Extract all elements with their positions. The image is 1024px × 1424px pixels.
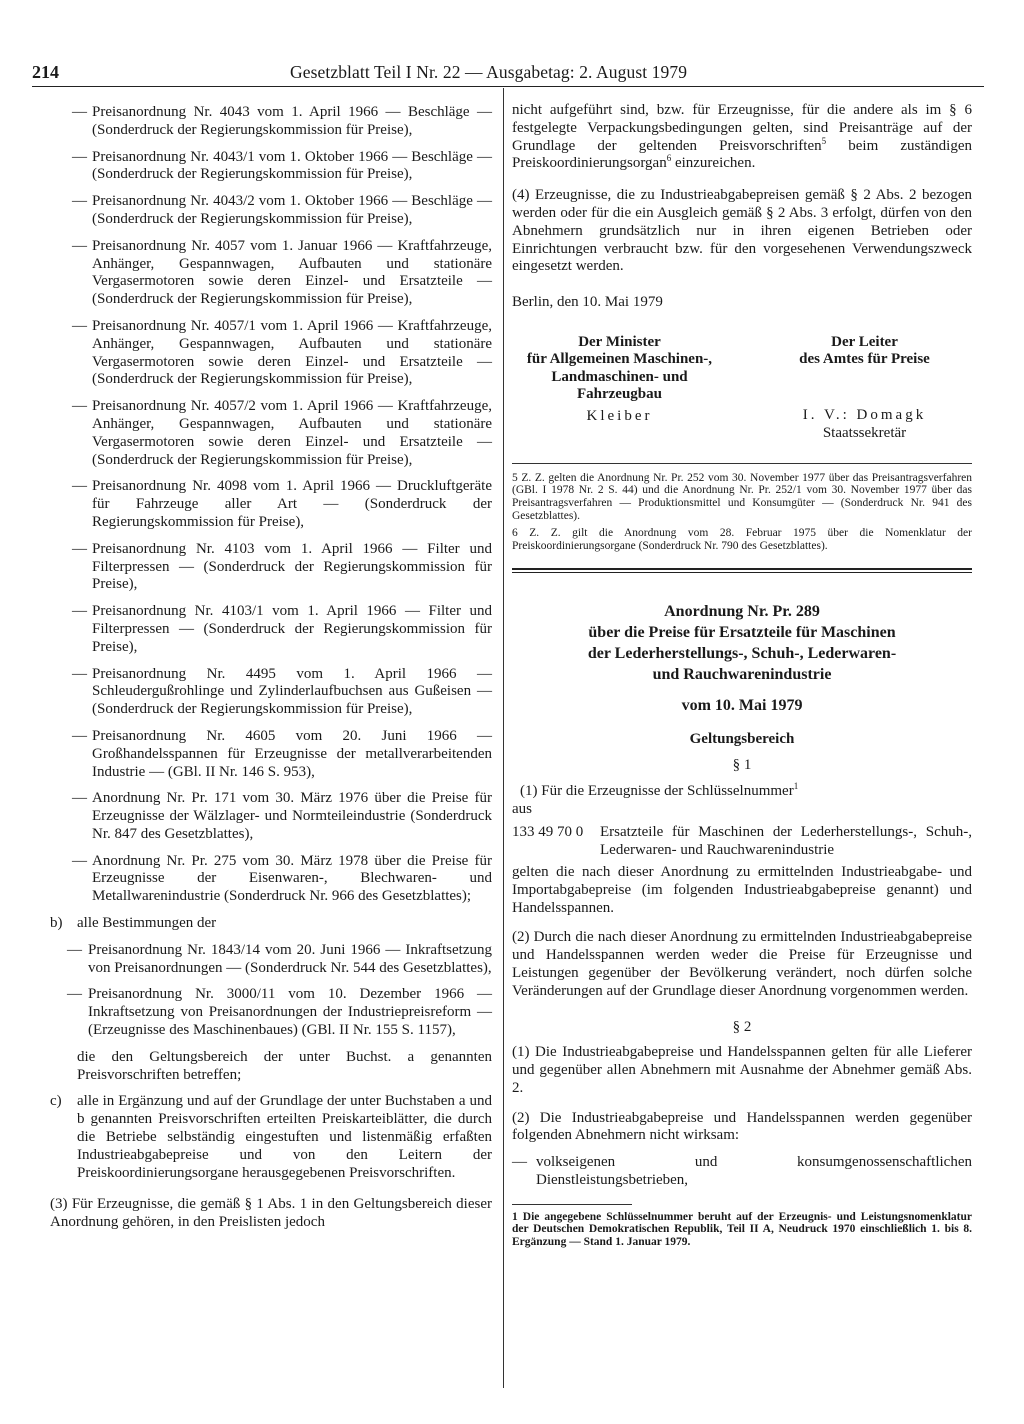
product-code-text: Ersatzteile für Maschinen der Lederherstellungs-, Schuh-, Lederwaren- und Rauchwarenindustrie — [600, 824, 972, 859]
list-item-text: Preisanordnung Nr. 4043 vom 1. April 1966 — Beschläge — (Sonderdruck der Regierungskommission für Preise), — [92, 104, 492, 138]
sig2-name: I. V.: Domagk — [802, 406, 927, 423]
clause-b — [50, 915, 492, 933]
list-item-text: Preisanordnung Nr. 4043/2 vom 1. Oktober 1966 — Beschläge — (Sonderdruck der Regierungskommission für Preise), — [92, 193, 492, 227]
scope-heading: Geltungsbereich — [689, 731, 795, 748]
ordinance-title — [512, 601, 972, 685]
section-divider-thin — [512, 572, 972, 573]
footnote-5: 5 Z. Z. gelten die Anordnung Nr. Pr. 252 vom 30. November 1977 über das Preisantragsverfahren (GBl. I 1978 Nr. 2 S. 44) und die Anordnung Nr. Pr. 252/1 vom 30. November 1977 über das Preisantragsverfahren — Produktionsmittel und Konsumgüter — (Sonderdruck Nr. 941 des Gesetzblattes). — [512, 471, 972, 522]
footnote-ref-1: 1 — [793, 780, 799, 791]
sig1-name: Kleiber — [586, 407, 653, 424]
clause-c — [50, 1093, 492, 1182]
footnote-1: 1 Die angegebene Schlüsselnummer beruht auf der Erzeugnis- und Leistungsnomenklatur der Deutschen Demokratischen Republik, Teil II A, Neudruck 1970 einschließlich 1. bis 8. Ergänzung — Stand 1. Januar 1979. — [512, 1210, 972, 1248]
list-item-text: Preisanordnung Nr. 4495 vom 1. April 1966 — Schleudergußrohlinge und Zylinderlaufbuchsen aus Gußeisen — (Sonderdruck der Regierungskommission für Preise), — [92, 665, 492, 718]
list-item-text: Anordnung Nr. Pr. 171 vom 30. März 1976 über die Preise für Erzeugnisse der Wälzlager- und Normteileindustrie (Sonderdruck Nr. 847 des Gesetzblattes), — [92, 790, 492, 842]
section-2-para-2: (2) Die Industrieabgabepreise und Handelsspannen werden gegenüber folgenden Abnehmern nicht wirksam: — [512, 1109, 972, 1144]
list-item: — Preisanordnung Nr. 4098 vom 1. April 1966 — Druckluftgeräte für Fahrzeuge aller Art — (Sonderdruck der Regierungskommission für Preise), — [72, 478, 492, 530]
list-item-text: Preisanordnung Nr. 4057/1 vom 1. April 1966 — Kraftfahrzeuge, Anhänger, Gespannwagen, Aufbauten und stationäre Vergasermotoren sowie deren Einzel- und Ersatzteile — (Sonderdruck der Regierungskommission für Preise), — [92, 317, 492, 388]
clause-b-outro: die den Geltungsbereich der unter Buchst. a genannten Preisvorschriften betreffen; — [77, 1048, 492, 1083]
paragraph-3-continued — [512, 102, 972, 173]
list-item: — Preisanordnung Nr. 4495 vom 1. April 1966 — Schleudergußrohlinge und Zylinderlaufbuchsen aus Gußeisen — (Sonderdruck der Regierungskommission für Preise), — [72, 665, 492, 718]
list-item-text: Preisanordnung Nr. 1843/14 vom 20. Juni 1966 — Inkraftsetzung von Preisanordnungen — (Sonderdruck Nr. 544 des Gesetzblattes), — [88, 941, 492, 976]
product-code-row — [512, 824, 972, 860]
section-1-para-1 — [512, 780, 972, 801]
list-item: — Preisanordnung Nr. 4057/2 vom 1. April 1966 — Kraftfahrzeuge, Anhänger, Gespannwagen, Aufbauten und stationäre Vergasermotoren sowie deren Einzel- und Ersatzteile — (Sonderdruck der Regierungskommission für Preise), — [72, 398, 492, 468]
list-item-text: Preisanordnung Nr. 3000/11 vom 10. Dezember 1966 — Inkraftsetzung von Preisanordnungen der Industriepreisreform — (Erzeugnisse des Maschinenbaues) (GBl. II Nr. 155 S. 1157), — [88, 986, 492, 1039]
list-item: — Preisanordnung Nr. 4043 vom 1. April 1966 — Beschläge — (Sonderdruck der Regierungskommission für Preise), — [72, 104, 492, 138]
list-item: — Preisanordnung Nr. 4057 vom 1. Januar 1966 — Kraftfahrzeuge, Anhänger, Gespannwagen, Aufbauten und stationäre Vergasermotoren sowie deren Einzel- und Ersatzteile — (Sonderdruck der Regierungskommission für Preise), — [72, 237, 492, 308]
list-item: — Preisanordnung Nr. 4057/1 vom 1. April 1966 — Kraftfahrzeuge, Anhänger, Gespannwagen, Aufbauten und stationäre Vergasermotoren sowie deren Einzel- und Ersatzteile — (Sonderdruck der Regierungskommission für Preise), — [72, 317, 492, 388]
ordinance-title-line: über die Preise für Ersatzteile für Maschinen — [588, 624, 896, 642]
section-1-para-2: (2) Durch die nach dieser Anordnung zu ermittelnden Industrieabgabepreise und Handelsspannen werden weder die Preise für Erzeugnisse und Leistungen gegenüber der Bevölkerung verändert, noch dürfen solche Veränderungen auf der Grundlage dieser Anordnung vorgenommen werden. — [512, 929, 972, 999]
page-header — [32, 60, 984, 87]
city-date: Berlin, den 10. Mai 1979 — [512, 294, 663, 311]
ordinance-title-line: Anordnung Nr. Pr. 289 — [664, 603, 820, 621]
section-1-para-1-cont: gelten die nach dieser Anordnung zu ermittelnden Industrieabgabe- und Importabgabepreise (im folgenden Industrieabgabepreise genannt) und Handelsspannen. — [512, 863, 972, 916]
section-2-list-item: — volkseigenen und konsumgenossenschaftlichen Dienstleistungsbetrieben, — [512, 1154, 972, 1189]
footnote-ref-6: 6 — [666, 153, 672, 164]
footnote-divider — [512, 463, 972, 464]
clause-b-label: b) — [50, 915, 63, 932]
clause-b-intro: alle Bestimmungen der — [77, 915, 217, 932]
section-1-heading: § 1 — [732, 756, 752, 773]
column-divider — [503, 88, 504, 1388]
footnote-divider-bottom — [512, 1204, 632, 1205]
list-item: — Preisanordnung Nr. 4043/1 vom 1. Oktober 1966 — Beschläge — (Sonderdruck der Regierungskommission für Preise), — [72, 148, 492, 183]
list-item-text: Preisanordnung Nr. 4057 vom 1. Januar 1966 — Kraftfahrzeuge, Anhänger, Gespannwagen, Aufbauten und stationäre Vergasermotoren sowie deren Einzel- und Ersatzteile — (Sonderdruck der Regierungskommission für Preise), — [92, 237, 492, 308]
product-code: 133 49 70 0 — [512, 824, 584, 841]
s2-item-text: volkseigenen und konsumgenossenschaftlichen Dienstleistungsbetrieben, — [536, 1154, 972, 1189]
footnote-ref-5: 5 — [821, 135, 827, 146]
s1-p1-text: (1) Für die Erzeugnisse der Schlüsselnummer — [520, 782, 794, 799]
page-number: 214 — [32, 62, 59, 82]
ordinance-title-line: der Lederherstellungs-, Schuh-, Lederwaren- — [587, 645, 897, 663]
list-item-text: Preisanordnung Nr. 4103 vom 1. April 1966 — Filter und Filterpressen — (Sonderdruck der Regierungskommission für Preise), — [92, 540, 492, 593]
sig2-line1: Der Leiter — [831, 333, 898, 350]
sig1-line3: Landmaschinen- und — [551, 368, 688, 385]
section-2-para-1: (1) Die Industrieabgabepreise und Handelsspannen gelten für alle Lieferer und gegenüber allen Abnehmern mit Ausnahme der Abnehmer gemäß Abs. 2. — [512, 1044, 972, 1096]
list-item: — Preisanordnung Nr. 4103 vom 1. April 1966 — Filter und Filterpressen — (Sonderdruck der Regierungskommission für Preise), — [72, 540, 492, 593]
right-column — [512, 102, 972, 1248]
section-divider — [512, 568, 972, 570]
clause-c-label: c) — [50, 1093, 62, 1110]
sig1-line4: Fahrzeugbau — [576, 386, 662, 403]
clause-c-text: alle in Ergänzung und auf der Grundlage der unter Buchstaben a und b genannten Preisvorschriften erteilten Preiskarteiblätter, die durch die Betriebe selbständig eingestuften und listenmäßig erfaßten Industrieabgabepreise und von den Leitern der Preiskoordinierungsorgane herausgegebenen Preisvorschriften. — [77, 1093, 492, 1181]
paragraph-3: (3) Für Erzeugnisse, die gemäß § 1 Abs. 1 in den Geltungsbereich dieser Anordnung gehören, in den Preislisten jedoch — [50, 1196, 492, 1231]
section-2-heading: § 2 — [732, 1018, 752, 1035]
list-item: — Preisanordnung Nr. 4043/2 vom 1. Oktober 1966 — Beschläge — (Sonderdruck der Regierungskommission für Preise), — [72, 193, 492, 227]
sig1-line2: für Allgemeinen Maschinen-, — [526, 351, 713, 368]
footnote-6: 6 Z. Z. gilt die Anordnung vom 28. Februar 1975 über die Nomenklatur der Preiskoordinierungsorgane (Sonderdruck Nr. 790 des Gesetzblattes). — [512, 526, 972, 552]
list-item: — Preisanordnung Nr. 3000/11 vom 10. Dezember 1966 — Inkraftsetzung von Preisanordnungen der Industriepreisreform — (Erzeugnisse des Maschinenbaues) (GBl. II Nr. 155 S. 1157), — [67, 986, 492, 1039]
paragraph-4: (4) Erzeugnisse, die zu Industrieabgabepreisen gemäß § 2 Abs. 2 bezogen werden oder für die ein Ausgleich gemäß § 2 Abs. 3 erfolgt, dürfen von den Abnehmern grundsätzlich nur in ihren eigenen Betrieben oder Einrichtungen verbraucht bzw. für den vorgesehenen Verwendungszweck eingesetzt werden. — [512, 187, 972, 275]
list-item-text: Preisanordnung Nr. 4605 vom 20. Juni 1966 — Großhandelsspannen für Erzeugnisse der metallverarbeitenden Industrie — (GBl. II Nr. 146 S. 953), — [92, 727, 492, 780]
header-title: Gesetzblatt Teil I Nr. 22 — Ausgabetag: 2. August 1979 — [290, 62, 688, 82]
list-item: — Preisanordnung Nr. 4605 vom 20. Juni 1966 — Großhandelsspannen für Erzeugnisse der metallverarbeitenden Industrie — (GBl. II Nr. 146 S. 953), — [72, 727, 492, 780]
sig2-title: Staatssekretär — [822, 424, 907, 441]
signature-minister — [512, 334, 727, 443]
sig2-line2: des Amtes für Preise — [799, 351, 930, 368]
clause-b-list — [50, 942, 492, 1040]
ordinance-date: vom 10. Mai 1979 — [681, 697, 803, 715]
left-column — [50, 104, 492, 1241]
signature-block — [512, 334, 972, 443]
list-item-text: Preisanordnung Nr. 4098 vom 1. April 1966 — Druckluftgeräte für Fahrzeuge aller Art — (Sonderdruck der Regierungskommission für Preise), — [92, 478, 492, 530]
sig1-line1: Der Minister — [578, 333, 661, 350]
price-order-list — [50, 104, 492, 906]
cont-text-a: nicht aufgeführt sind, bzw. für Erzeugnisse, für die andere als im § 6 festgelegte Verpackungsbedingungen gelten, sind Preisanträge auf der Grundlage der geltenden Preisvorschriften — [512, 102, 972, 154]
cont-text-b: beim zuständigen Preiskoordinierungsorgan — [512, 137, 973, 172]
list-item: — Anordnung Nr. Pr. 275 vom 30. März 1978 über die Preise für Erzeugnisse der Eisenwaren-, Blechwaren- und Metallwarenindustrie (Sonderdruck Nr. 966 des Gesetzblattes); — [72, 852, 492, 905]
list-item-text: Preisanordnung Nr. 4057/2 vom 1. April 1966 — Kraftfahrzeuge, Anhänger, Gespannwagen, Aufbauten und stationäre Vergasermotoren sowie deren Einzel- und Ersatzteile — (Sonderdruck der Regierungskommission für Preise), — [92, 398, 492, 468]
list-item: — Anordnung Nr. Pr. 171 vom 30. März 1976 über die Preise für Erzeugnisse der Wälzlager- und Normteileindustrie (Sonderdruck Nr. 847 des Gesetzblattes), — [72, 790, 492, 842]
signature-office — [757, 334, 972, 443]
list-item-text: Preisanordnung Nr. 4043/1 vom 1. Oktober 1966 — Beschläge — (Sonderdruck der Regierungskommission für Preise), — [92, 148, 492, 183]
list-item: — Preisanordnung Nr. 4103/1 vom 1. April 1966 — Filter und Filterpressen — (Sonderdruck der Regierungskommission für Preise), — [72, 603, 492, 655]
aus-label: aus — [512, 800, 532, 817]
list-item: — Preisanordnung Nr. 1843/14 vom 20. Juni 1966 — Inkraftsetzung von Preisanordnungen — (Sonderdruck Nr. 544 des Gesetzblattes), — [67, 941, 492, 976]
cont-text-c: einzureichen. — [671, 155, 756, 172]
list-item-text: Anordnung Nr. Pr. 275 vom 30. März 1978 über die Preise für Erzeugnisse der Eisenwaren-, Blechwaren- und Metallwarenindustrie (Sonderdruck Nr. 966 des Gesetzblattes); — [92, 852, 492, 905]
list-item-text: Preisanordnung Nr. 4103/1 vom 1. April 1966 — Filter und Filterpressen — (Sonderdruck der Regierungskommission für Preise), — [92, 603, 492, 655]
ordinance-title-line: und Rauchwarenindustrie — [652, 666, 832, 684]
